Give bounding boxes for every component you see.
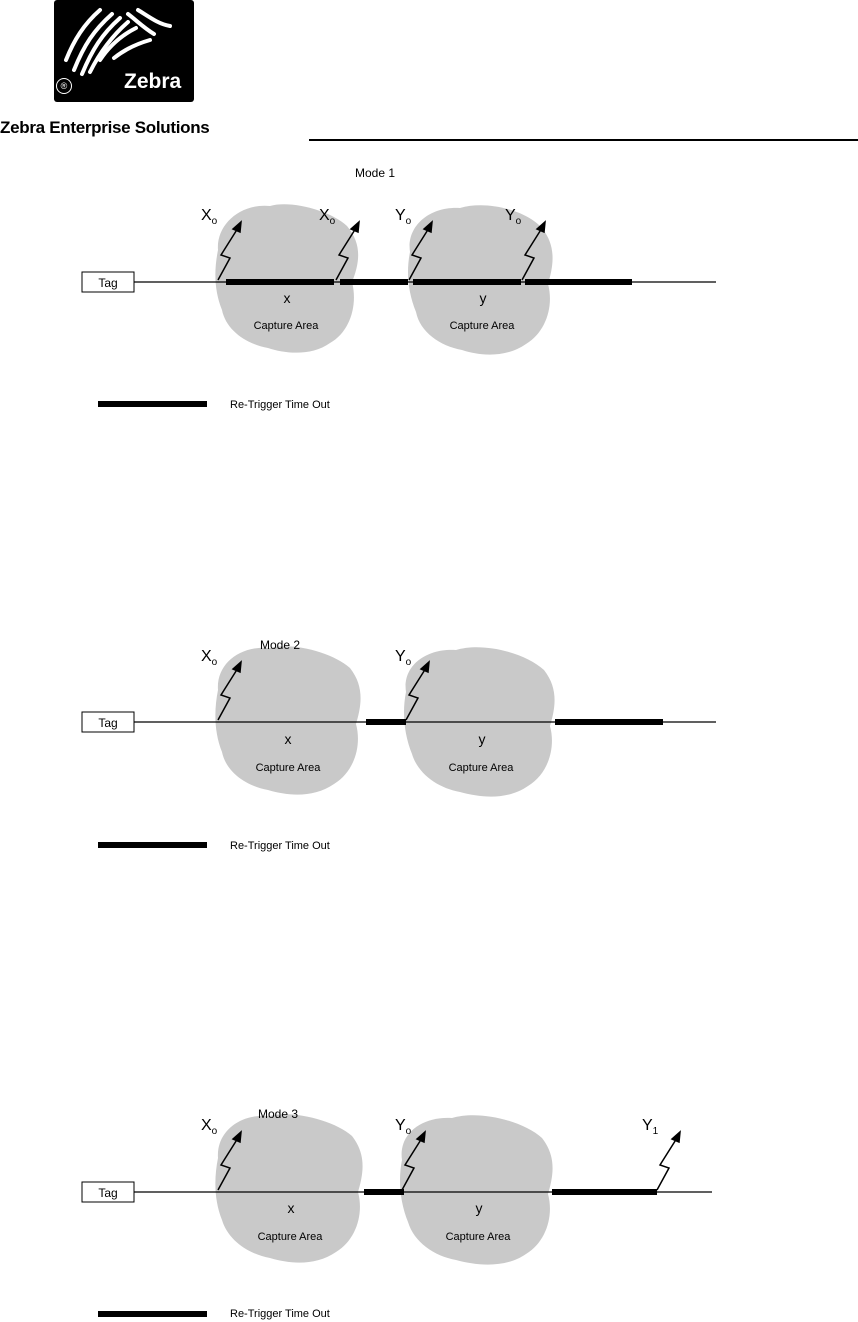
area-y-label: y <box>479 290 487 306</box>
trigger-label: $Y_o$ <box>395 1117 412 1137</box>
area-x-label: x <box>287 1200 295 1216</box>
trigger-label: $X_o$ <box>201 1117 218 1137</box>
logo-wordmark: Zebra <box>124 70 182 93</box>
trigger-label: $Y_o$ <box>395 207 412 227</box>
capture-area-label: Capture Area <box>449 320 515 332</box>
mode-label: Mode 2 <box>260 638 301 652</box>
mode-label: Mode 1 <box>355 166 396 180</box>
area-y-label: y <box>475 1200 483 1216</box>
capture-area-label: Capture Area <box>255 762 321 774</box>
capture-area-label: Capture Area <box>257 1231 323 1243</box>
trigger-label: $Y_o$ <box>395 648 412 668</box>
registered-mark: ® <box>56 78 72 94</box>
trigger-label: $X_o$ <box>201 207 218 227</box>
tag-label: Tag <box>98 1186 118 1200</box>
legend-label: Re-Trigger Time Out <box>230 399 330 411</box>
trigger-label: $X_o$ <box>201 648 218 668</box>
zebra-logo <box>54 0 194 102</box>
area-x-label: x <box>283 290 291 306</box>
legend-label: Re-Trigger Time Out <box>230 840 330 852</box>
header-divider <box>309 139 858 141</box>
legend-label: Re-Trigger Time Out <box>230 1308 330 1320</box>
tag-label: Tag <box>98 276 118 290</box>
mode-1-diagram <box>0 150 858 420</box>
area-y-label: y <box>478 731 486 747</box>
trigger-label: $X_o$ <box>319 207 336 227</box>
area-x-label: x <box>284 731 292 747</box>
company-name: Zebra Enterprise Solutions <box>0 118 210 137</box>
capture-area-label: Capture Area <box>253 320 319 332</box>
capture-area-label: Capture Area <box>448 762 514 774</box>
mode-label: Mode 3 <box>258 1107 299 1121</box>
capture-area-label: Capture Area <box>445 1231 511 1243</box>
tag-label: Tag <box>98 716 118 730</box>
trigger-arrow-icon <box>657 1132 680 1190</box>
mode-3-diagram <box>0 1095 858 1322</box>
mode-2-diagram <box>0 625 858 865</box>
trigger-label: $Y_o$ <box>505 207 522 227</box>
trigger-label: $Y_1$ <box>642 1117 659 1137</box>
